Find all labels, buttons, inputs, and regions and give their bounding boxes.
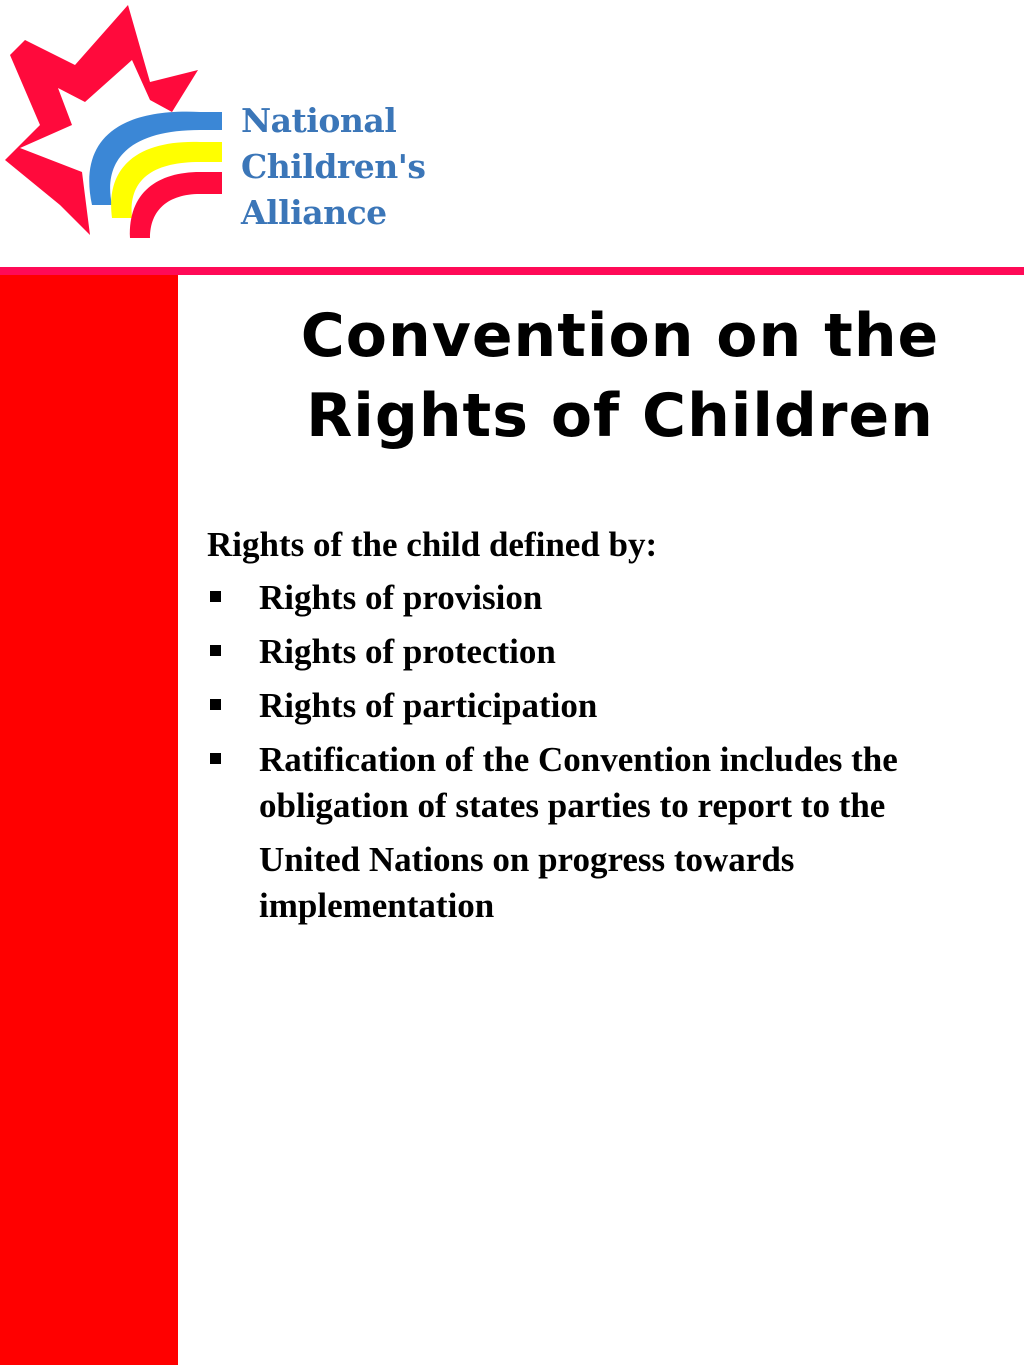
square-bullet-icon — [210, 753, 221, 764]
title-line-2: Rights of Children — [306, 381, 934, 451]
bullet-continuation: obligation of states parties to report to the — [259, 786, 886, 825]
title-line-1: Convention on the — [300, 301, 940, 371]
intro-text: Rights of the child defined by: — [207, 525, 658, 564]
slide-body — [207, 522, 997, 929]
slide-title — [260, 296, 980, 456]
bullet-item — [207, 737, 997, 783]
square-bullet-icon — [210, 591, 221, 602]
square-bullet-icon — [210, 699, 221, 710]
bullet-continuation: United Nations on progress towards — [259, 840, 795, 879]
bullet-item — [207, 575, 997, 621]
bullet-list — [207, 575, 997, 783]
bullet-text: Rights of protection — [259, 632, 556, 671]
bullet-item — [207, 629, 997, 675]
arc-red — [130, 172, 222, 238]
org-name-line-1: National — [241, 101, 397, 140]
bullet-continuation: implementation — [259, 886, 495, 925]
bullet-item — [207, 683, 997, 729]
maple-leaf-rainbow-icon — [0, 0, 240, 250]
square-bullet-icon — [210, 645, 221, 656]
org-name-line-2: Children's — [241, 147, 426, 186]
bullet-text: Ratification of the Convention includes the — [259, 740, 898, 779]
org-name — [241, 98, 425, 236]
side-bar — [0, 275, 178, 1365]
bullet-text: Rights of participation — [259, 686, 598, 725]
org-name-line-3: Alliance — [241, 193, 387, 232]
header-divider — [0, 267, 1024, 275]
bullet-text: Rights of provision — [259, 578, 543, 617]
